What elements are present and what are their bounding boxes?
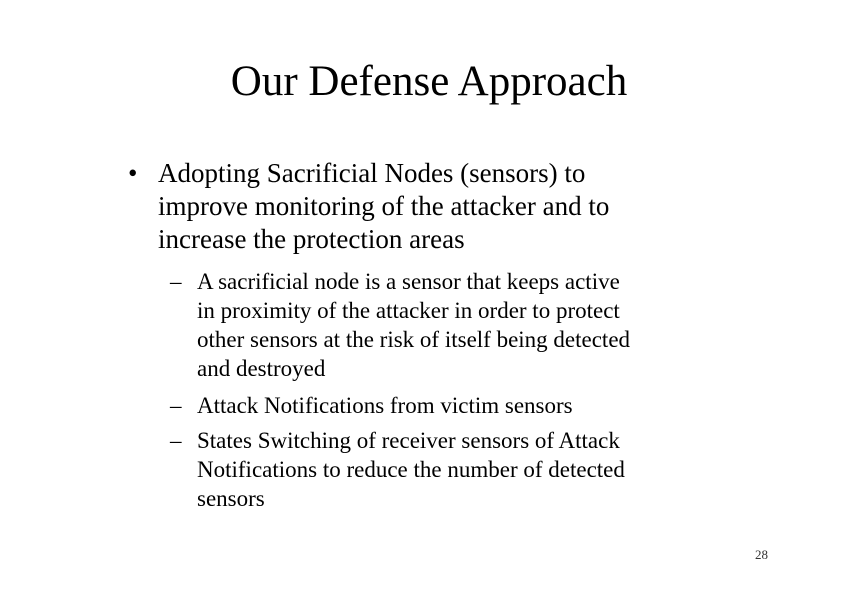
sub-bullet-line: Attack Notifications from victim sensors (197, 393, 573, 418)
main-bullet-line: improve monitoring of the attacker and to (158, 191, 610, 221)
page-number: 28 (755, 547, 768, 562)
slide-title: Our Defense Approach (230, 58, 628, 105)
sub-bullet-line: States Switching of receiver sensors of Attack (197, 428, 620, 453)
main-bullet-line: Adopting Sacrificial Nodes (sensors) to (158, 158, 586, 188)
sub-bullet-line: A sacrificial node is a sensor that keeps active (197, 269, 620, 294)
sub-bullet-dash-icon: – (170, 428, 182, 453)
sub-bullet-line: Notifications to reduce the number of detected (197, 457, 625, 482)
sub-bullet-dash-icon: – (170, 393, 182, 418)
sub-bullet-line: in proximity of the attacker in order to protect (197, 298, 620, 323)
sub-bullet-line: other sensors at the risk of itself being detected (197, 327, 631, 352)
main-bullet-line: increase the protection areas (158, 224, 465, 254)
bullet-dot-icon: • (128, 158, 138, 188)
sub-bullet-dash-icon: – (170, 269, 182, 294)
sub-bullet-line: and destroyed (197, 356, 326, 381)
sub-bullet-line: sensors (197, 486, 265, 511)
